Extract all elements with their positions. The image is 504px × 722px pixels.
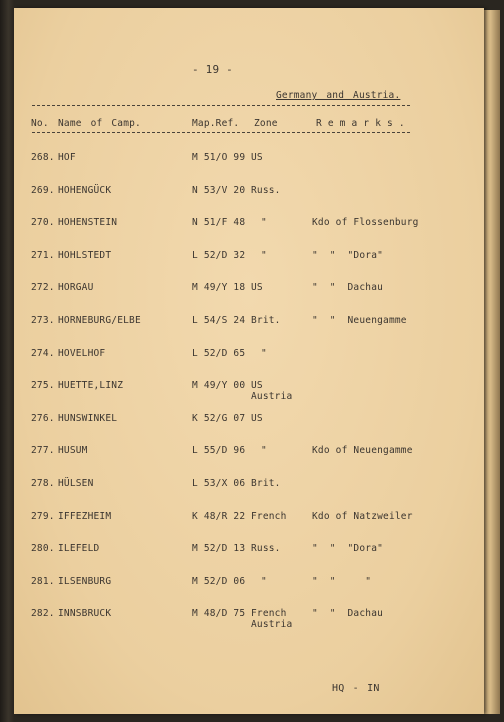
header-remarks: R e m a r k s . — [316, 118, 405, 129]
remarks: Kdo of Flossenburg — [312, 217, 419, 229]
row-number: 270. — [31, 217, 55, 229]
row-number: 269. — [31, 184, 55, 196]
camp-name: ILEFELD — [58, 543, 100, 555]
table-row — [14, 413, 484, 443]
table-row — [14, 576, 484, 606]
zone: US — [251, 152, 263, 163]
zone: US — [251, 412, 263, 424]
table-row — [14, 217, 484, 247]
camp-name: HÜLSEN — [58, 478, 94, 489]
camp-name: IFFEZHEIM — [58, 510, 112, 522]
row-number: 282. — [31, 608, 55, 620]
zone: US Austria — [251, 380, 293, 403]
camp-name: HOVELHOF — [58, 347, 106, 359]
remarks: " " Neuengamme — [312, 315, 407, 326]
header-name: Name of Camp. — [58, 118, 141, 129]
map-reference: L 54/S 24 — [192, 315, 246, 326]
camp-name: HOHENGÜCK — [58, 184, 112, 196]
row-number: 273. — [31, 315, 55, 326]
header-zone: Zone — [254, 118, 278, 129]
map-reference: M 52/D 06 — [192, 575, 246, 587]
zone: US — [251, 282, 263, 294]
row-number: 278. — [31, 478, 55, 489]
table-row — [14, 250, 484, 280]
map-reference: N 53/V 20 — [192, 184, 246, 196]
map-reference: M 49/Y 00 — [192, 380, 246, 392]
zone: " — [261, 445, 267, 457]
zone: French Austria — [251, 608, 293, 631]
camp-name: HORNEBURG/ELBE — [58, 315, 141, 326]
binder-edge — [0, 0, 14, 722]
row-number: 279. — [31, 510, 55, 522]
table-row — [14, 315, 484, 345]
page-number: - 19 - — [192, 63, 233, 76]
zone: French — [251, 510, 287, 522]
remarks: " " Dachau — [312, 608, 384, 620]
map-reference: L 52/D 65 — [192, 347, 246, 359]
map-reference: N 51/F 48 — [192, 217, 246, 229]
camp-name: HOF — [58, 152, 76, 163]
row-number: 277. — [31, 445, 55, 457]
camp-name: HUNSWINKEL — [58, 412, 118, 424]
camp-name: INNSBRUCK — [58, 608, 112, 620]
remarks: " " " — [312, 575, 372, 587]
table-row — [14, 511, 484, 541]
map-reference: K 52/G 07 — [192, 412, 246, 424]
camp-name: HOHLSTEDT — [58, 249, 112, 261]
zone: Brit. — [251, 315, 281, 326]
row-number: 281. — [31, 575, 55, 587]
document-page — [14, 8, 484, 714]
map-reference: L 53/X 06 — [192, 478, 246, 489]
row-number: 276. — [31, 412, 55, 424]
table-row — [14, 348, 484, 378]
header-map-ref: Map.Ref. — [192, 118, 240, 129]
table-row — [14, 478, 484, 508]
map-reference: M 52/D 13 — [192, 543, 246, 555]
table-row — [14, 380, 484, 410]
camp-name: HORGAU — [58, 282, 94, 294]
remarks: " " "Dora" — [312, 249, 384, 261]
top-rule — [32, 105, 410, 106]
row-number: 268. — [31, 152, 55, 163]
map-reference: L 55/D 96 — [192, 445, 246, 457]
row-number: 275. — [31, 380, 55, 392]
zone: " — [261, 347, 267, 359]
zone: " — [261, 575, 267, 587]
table-row — [14, 152, 484, 182]
remarks: Kdo of Natzweiler — [312, 510, 413, 522]
table-row — [14, 608, 484, 638]
table-row — [14, 543, 484, 573]
table-row — [14, 445, 484, 475]
page-stack-edge — [484, 10, 500, 714]
row-number: 272. — [31, 282, 55, 294]
table-row — [14, 185, 484, 215]
zone: " — [261, 217, 267, 229]
map-reference: L 52/D 32 — [192, 249, 246, 261]
footer-reference: HQ - IN — [332, 683, 380, 694]
camp-name: HUSUM — [58, 445, 88, 457]
camp-name: ILSENBURG — [58, 575, 112, 587]
zone: " — [261, 249, 267, 261]
map-reference: K 48/R 22 — [192, 510, 246, 522]
row-number: 271. — [31, 249, 55, 261]
remarks: " " Dachau — [312, 282, 384, 294]
camp-name: HUETTE,LINZ — [58, 380, 124, 392]
zone: Russ. — [251, 543, 281, 555]
map-reference: M 51/O 99 — [192, 152, 246, 163]
camp-name: HOHENSTEIN — [58, 217, 118, 229]
table-row — [14, 282, 484, 312]
remarks: Kdo of Neuengamme — [312, 445, 413, 457]
zone: Brit. — [251, 478, 281, 489]
map-reference: M 49/Y 18 — [192, 282, 246, 294]
header-no: No. — [31, 118, 49, 129]
zone: Russ. — [251, 184, 281, 196]
region-heading: Germany and Austria. — [276, 90, 401, 101]
row-number: 280. — [31, 543, 55, 555]
map-reference: M 48/D 75 — [192, 608, 246, 620]
row-number: 274. — [31, 347, 55, 359]
header-rule — [32, 132, 410, 133]
remarks: " " "Dora" — [312, 543, 384, 555]
